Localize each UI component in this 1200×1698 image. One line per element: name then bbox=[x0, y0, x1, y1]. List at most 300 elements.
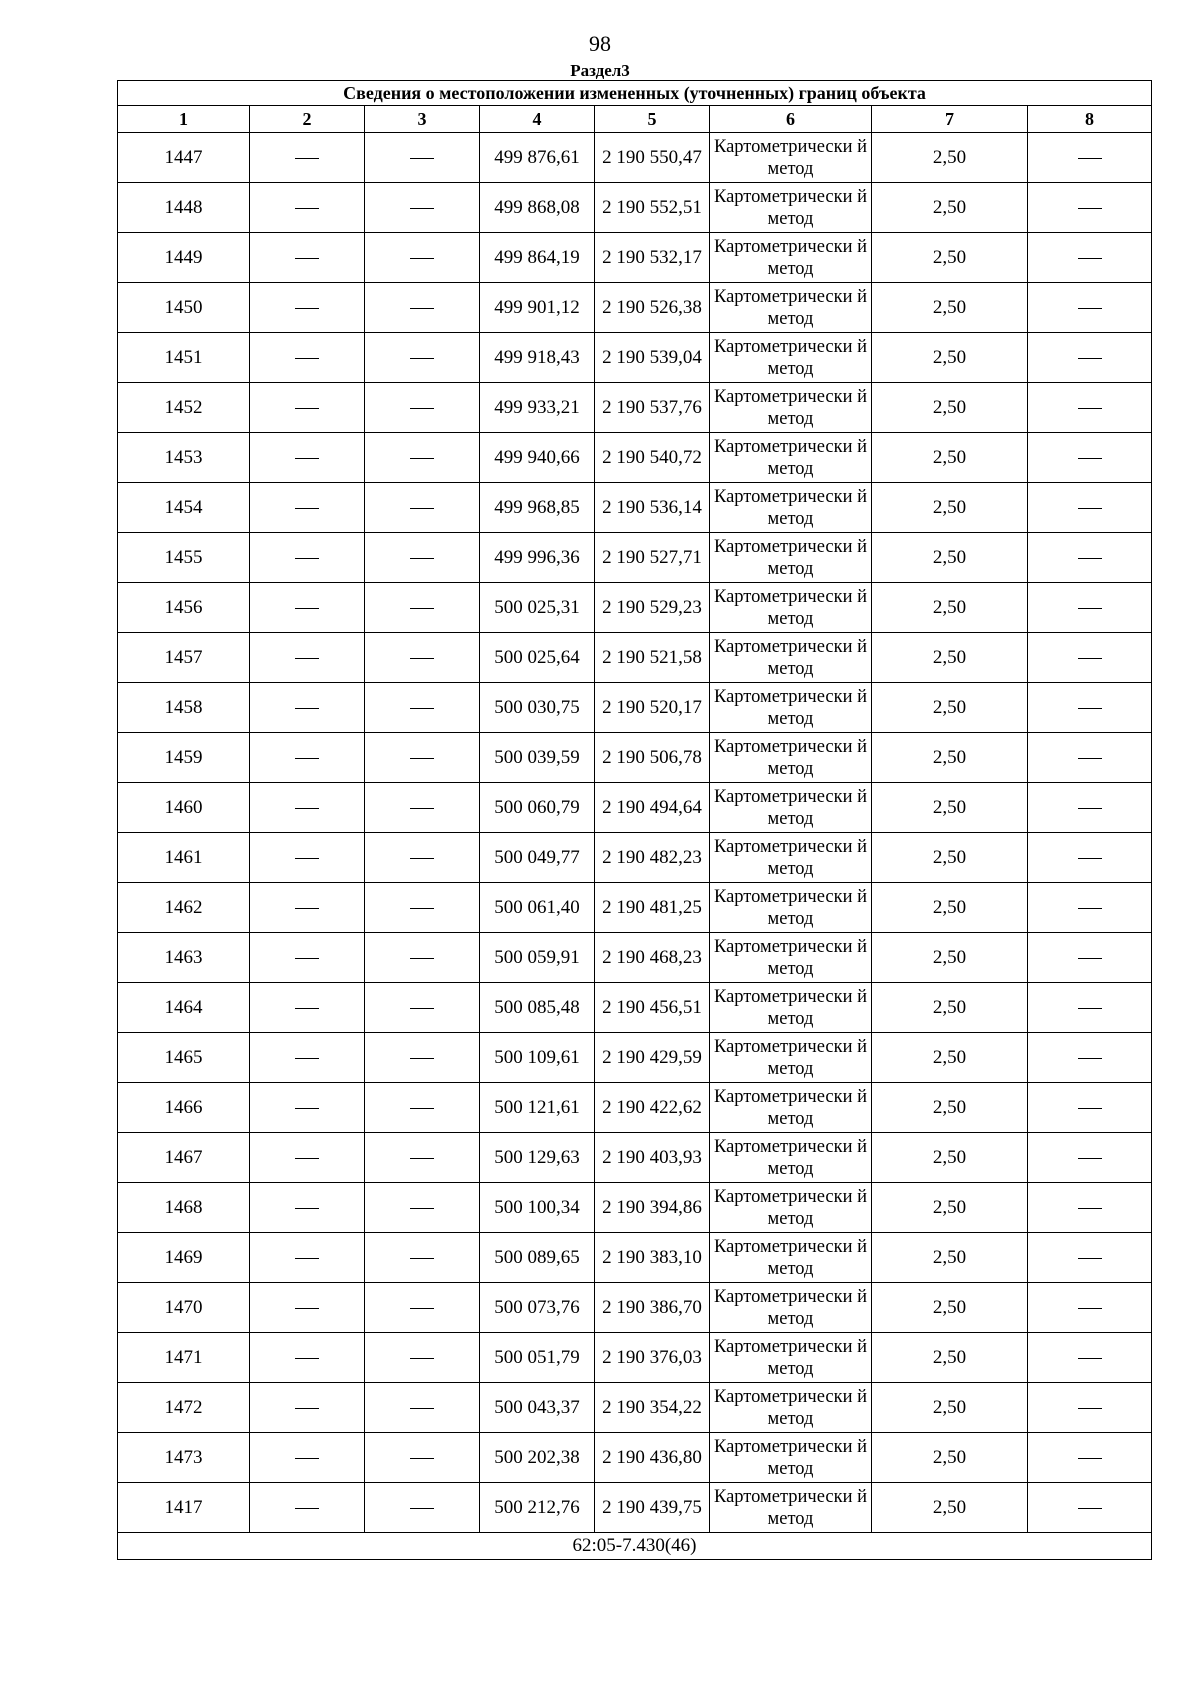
point-number-cell: 1469 bbox=[118, 1233, 250, 1283]
method-cell: Картометрически й метод bbox=[710, 683, 872, 733]
accuracy-cell: 2,50 bbox=[872, 1033, 1028, 1083]
dash-mark bbox=[1078, 1308, 1102, 1309]
dash-mark bbox=[1078, 708, 1102, 709]
empty-dash-cell bbox=[365, 1233, 480, 1283]
method-cell: Картометрически й метод bbox=[710, 883, 872, 933]
point-number-cell: 1461 bbox=[118, 833, 250, 883]
column-header: 6 bbox=[710, 106, 872, 133]
x-coordinate-cell: 500 073,76 bbox=[480, 1283, 595, 1333]
empty-dash-cell bbox=[365, 1383, 480, 1433]
table-row bbox=[118, 733, 1152, 783]
point-number-cell: 1457 bbox=[118, 633, 250, 683]
empty-dash-cell bbox=[365, 233, 480, 283]
dash-mark bbox=[410, 258, 434, 259]
table-row bbox=[118, 283, 1152, 333]
empty-dash-cell bbox=[1028, 533, 1152, 583]
table-row bbox=[118, 1383, 1152, 1433]
point-number-cell: 1451 bbox=[118, 333, 250, 383]
method-cell: Картометрически й метод bbox=[710, 1433, 872, 1483]
dash-mark bbox=[1078, 158, 1102, 159]
x-coordinate-cell: 499 864,19 bbox=[480, 233, 595, 283]
empty-dash-cell bbox=[250, 133, 365, 183]
point-number-cell: 1453 bbox=[118, 433, 250, 483]
dash-mark bbox=[410, 958, 434, 959]
column-header: 1 bbox=[118, 106, 250, 133]
empty-dash-cell bbox=[365, 1083, 480, 1133]
dash-mark bbox=[410, 658, 434, 659]
x-coordinate-cell: 500 059,91 bbox=[480, 933, 595, 983]
table-row bbox=[118, 833, 1152, 883]
dash-mark bbox=[410, 558, 434, 559]
empty-dash-cell bbox=[1028, 1033, 1152, 1083]
y-coordinate-cell: 2 190 520,17 bbox=[595, 683, 710, 733]
dash-mark bbox=[410, 808, 434, 809]
dash-mark bbox=[410, 1308, 434, 1309]
method-cell: Картометрически й метод bbox=[710, 533, 872, 583]
table-row bbox=[118, 483, 1152, 533]
table-row bbox=[118, 333, 1152, 383]
empty-dash-cell bbox=[1028, 1383, 1152, 1433]
y-coordinate-cell: 2 190 394,86 bbox=[595, 1183, 710, 1233]
dash-mark bbox=[1078, 1458, 1102, 1459]
y-coordinate-cell: 2 190 376,03 bbox=[595, 1333, 710, 1383]
accuracy-cell: 2,50 bbox=[872, 1233, 1028, 1283]
method-cell: Картометрически й метод bbox=[710, 183, 872, 233]
y-coordinate-cell: 2 190 482,23 bbox=[595, 833, 710, 883]
table-row bbox=[118, 933, 1152, 983]
method-cell: Картометрически й метод bbox=[710, 583, 872, 633]
dash-mark bbox=[1078, 1258, 1102, 1259]
empty-dash-cell bbox=[365, 833, 480, 883]
empty-dash-cell bbox=[250, 1383, 365, 1433]
table-row bbox=[118, 233, 1152, 283]
dash-mark bbox=[410, 1258, 434, 1259]
table-row bbox=[118, 183, 1152, 233]
empty-dash-cell bbox=[250, 433, 365, 483]
empty-dash-cell bbox=[365, 533, 480, 583]
x-coordinate-cell: 499 940,66 bbox=[480, 433, 595, 483]
accuracy-cell: 2,50 bbox=[872, 1083, 1028, 1133]
point-number-cell: 1471 bbox=[118, 1333, 250, 1383]
y-coordinate-cell: 2 190 354,22 bbox=[595, 1383, 710, 1433]
dash-mark bbox=[295, 1508, 319, 1509]
x-coordinate-cell: 500 109,61 bbox=[480, 1033, 595, 1083]
dash-mark bbox=[295, 958, 319, 959]
empty-dash-cell bbox=[1028, 1083, 1152, 1133]
empty-dash-cell bbox=[365, 1433, 480, 1483]
dash-mark bbox=[410, 1508, 434, 1509]
dash-mark bbox=[295, 458, 319, 459]
dash-mark bbox=[295, 908, 319, 909]
point-number-cell: 1454 bbox=[118, 483, 250, 533]
method-cell: Картометрически й метод bbox=[710, 233, 872, 283]
table-row bbox=[118, 1433, 1152, 1483]
x-coordinate-cell: 500 089,65 bbox=[480, 1233, 595, 1283]
dash-mark bbox=[295, 158, 319, 159]
empty-dash-cell bbox=[365, 1133, 480, 1183]
empty-dash-cell bbox=[250, 383, 365, 433]
method-cell: Картометрически й метод bbox=[710, 1383, 872, 1433]
dash-mark bbox=[1078, 1008, 1102, 1009]
empty-dash-cell bbox=[1028, 1233, 1152, 1283]
y-coordinate-cell: 2 190 537,76 bbox=[595, 383, 710, 433]
dash-mark bbox=[295, 508, 319, 509]
empty-dash-cell bbox=[365, 783, 480, 833]
empty-dash-cell bbox=[1028, 583, 1152, 633]
accuracy-cell: 2,50 bbox=[872, 483, 1028, 533]
accuracy-cell: 2,50 bbox=[872, 1333, 1028, 1383]
method-cell: Картометрически й метод bbox=[710, 983, 872, 1033]
empty-dash-cell bbox=[365, 133, 480, 183]
empty-dash-cell bbox=[365, 1183, 480, 1233]
dash-mark bbox=[1078, 1508, 1102, 1509]
method-cell: Картометрически й метод bbox=[710, 1283, 872, 1333]
empty-dash-cell bbox=[1028, 1483, 1152, 1533]
dash-mark bbox=[410, 158, 434, 159]
empty-dash-cell bbox=[365, 983, 480, 1033]
empty-dash-cell bbox=[365, 183, 480, 233]
x-coordinate-cell: 500 085,48 bbox=[480, 983, 595, 1033]
dash-mark bbox=[410, 708, 434, 709]
empty-dash-cell bbox=[250, 1133, 365, 1183]
empty-dash-cell bbox=[250, 1333, 365, 1383]
x-coordinate-cell: 500 100,34 bbox=[480, 1183, 595, 1233]
dash-mark bbox=[295, 608, 319, 609]
dash-mark bbox=[1078, 208, 1102, 209]
dash-mark bbox=[410, 308, 434, 309]
dash-mark bbox=[1078, 358, 1102, 359]
y-coordinate-cell: 2 190 552,51 bbox=[595, 183, 710, 233]
dash-mark bbox=[410, 858, 434, 859]
x-coordinate-cell: 499 996,36 bbox=[480, 533, 595, 583]
y-coordinate-cell: 2 190 494,64 bbox=[595, 783, 710, 833]
empty-dash-cell bbox=[1028, 733, 1152, 783]
empty-dash-cell bbox=[250, 1033, 365, 1083]
y-coordinate-cell: 2 190 429,59 bbox=[595, 1033, 710, 1083]
method-cell: Картометрически й метод bbox=[710, 933, 872, 983]
dash-mark bbox=[410, 908, 434, 909]
y-coordinate-cell: 2 190 481,25 bbox=[595, 883, 710, 933]
accuracy-cell: 2,50 bbox=[872, 783, 1028, 833]
accuracy-cell: 2,50 bbox=[872, 233, 1028, 283]
empty-dash-cell bbox=[365, 633, 480, 683]
empty-dash-cell bbox=[1028, 1333, 1152, 1383]
empty-dash-cell bbox=[250, 1433, 365, 1483]
dash-mark bbox=[1078, 808, 1102, 809]
empty-dash-cell bbox=[1028, 983, 1152, 1033]
y-coordinate-cell: 2 190 506,78 bbox=[595, 733, 710, 783]
dash-mark bbox=[1078, 958, 1102, 959]
section-title: Раздел3 bbox=[570, 61, 630, 80]
table-row bbox=[118, 433, 1152, 483]
empty-dash-cell bbox=[365, 583, 480, 633]
table-row bbox=[118, 883, 1152, 933]
dash-mark bbox=[1078, 758, 1102, 759]
empty-dash-cell bbox=[1028, 1183, 1152, 1233]
point-number-cell: 1472 bbox=[118, 1383, 250, 1433]
x-coordinate-cell: 500 212,76 bbox=[480, 1483, 595, 1533]
empty-dash-cell bbox=[250, 983, 365, 1033]
accuracy-cell: 2,50 bbox=[872, 283, 1028, 333]
table-row bbox=[118, 1333, 1152, 1383]
empty-dash-cell bbox=[1028, 483, 1152, 533]
x-coordinate-cell: 500 061,40 bbox=[480, 883, 595, 933]
method-cell: Картометрически й метод bbox=[710, 333, 872, 383]
empty-dash-cell bbox=[250, 833, 365, 883]
dash-mark bbox=[1078, 408, 1102, 409]
accuracy-cell: 2,50 bbox=[872, 883, 1028, 933]
column-header: 2 bbox=[250, 106, 365, 133]
method-cell: Картометрически й метод bbox=[710, 633, 872, 683]
y-coordinate-cell: 2 190 422,62 bbox=[595, 1083, 710, 1133]
dash-mark bbox=[410, 508, 434, 509]
dash-mark bbox=[1078, 1108, 1102, 1109]
x-coordinate-cell: 499 876,61 bbox=[480, 133, 595, 183]
empty-dash-cell bbox=[250, 733, 365, 783]
accuracy-cell: 2,50 bbox=[872, 1383, 1028, 1433]
point-number-cell: 1458 bbox=[118, 683, 250, 733]
method-cell: Картометрически й метод bbox=[710, 1133, 872, 1183]
empty-dash-cell bbox=[250, 683, 365, 733]
table-header-row bbox=[118, 106, 1152, 133]
point-number-cell: 1417 bbox=[118, 1483, 250, 1533]
empty-dash-cell bbox=[1028, 1133, 1152, 1183]
empty-dash-cell bbox=[365, 1283, 480, 1333]
empty-dash-cell bbox=[1028, 383, 1152, 433]
empty-dash-cell bbox=[1028, 183, 1152, 233]
empty-dash-cell bbox=[1028, 883, 1152, 933]
table-row bbox=[118, 983, 1152, 1033]
method-cell: Картометрически й метод bbox=[710, 433, 872, 483]
x-coordinate-cell: 499 901,12 bbox=[480, 283, 595, 333]
point-number-cell: 1456 bbox=[118, 583, 250, 633]
empty-dash-cell bbox=[365, 883, 480, 933]
method-cell: Картометрически й метод bbox=[710, 833, 872, 883]
method-cell: Картометрически й метод bbox=[710, 283, 872, 333]
method-cell: Картометрически й метод bbox=[710, 383, 872, 433]
dash-mark bbox=[410, 1358, 434, 1359]
x-coordinate-cell: 500 060,79 bbox=[480, 783, 595, 833]
accuracy-cell: 2,50 bbox=[872, 933, 1028, 983]
empty-dash-cell bbox=[1028, 1433, 1152, 1483]
y-coordinate-cell: 2 190 539,04 bbox=[595, 333, 710, 383]
dash-mark bbox=[410, 1408, 434, 1409]
accuracy-cell: 2,50 bbox=[872, 1133, 1028, 1183]
method-cell: Картометрически й метод bbox=[710, 1033, 872, 1083]
x-coordinate-cell: 500 039,59 bbox=[480, 733, 595, 783]
point-number-cell: 1459 bbox=[118, 733, 250, 783]
empty-dash-cell bbox=[1028, 633, 1152, 683]
dash-mark bbox=[295, 1208, 319, 1209]
accuracy-cell: 2,50 bbox=[872, 983, 1028, 1033]
dash-mark bbox=[295, 658, 319, 659]
y-coordinate-cell: 2 190 526,38 bbox=[595, 283, 710, 333]
method-cell: Картометрически й метод bbox=[710, 1233, 872, 1283]
y-coordinate-cell: 2 190 527,71 bbox=[595, 533, 710, 583]
method-cell: Картометрически й метод bbox=[710, 733, 872, 783]
x-coordinate-cell: 500 025,64 bbox=[480, 633, 595, 683]
x-coordinate-cell: 500 051,79 bbox=[480, 1333, 595, 1383]
empty-dash-cell bbox=[250, 1233, 365, 1283]
empty-dash-cell bbox=[365, 1483, 480, 1533]
empty-dash-cell bbox=[365, 333, 480, 383]
method-cell: Картометрически й метод bbox=[710, 783, 872, 833]
dash-mark bbox=[295, 1358, 319, 1359]
dash-mark bbox=[295, 1258, 319, 1259]
dash-mark bbox=[295, 258, 319, 259]
empty-dash-cell bbox=[250, 333, 365, 383]
x-coordinate-cell: 500 129,63 bbox=[480, 1133, 595, 1183]
column-header: 7 bbox=[872, 106, 1028, 133]
dash-mark bbox=[1078, 308, 1102, 309]
dash-mark bbox=[295, 408, 319, 409]
dash-mark bbox=[1078, 258, 1102, 259]
boundary-table bbox=[117, 80, 1152, 1560]
point-number-cell: 1463 bbox=[118, 933, 250, 983]
empty-dash-cell bbox=[1028, 683, 1152, 733]
point-number-cell: 1465 bbox=[118, 1033, 250, 1083]
empty-dash-cell bbox=[1028, 233, 1152, 283]
point-number-cell: 1462 bbox=[118, 883, 250, 933]
dash-mark bbox=[1078, 1408, 1102, 1409]
accuracy-cell: 2,50 bbox=[872, 383, 1028, 433]
point-number-cell: 1447 bbox=[118, 133, 250, 183]
empty-dash-cell bbox=[1028, 333, 1152, 383]
dash-mark bbox=[410, 358, 434, 359]
table-row bbox=[118, 1233, 1152, 1283]
method-cell: Картометрически й метод bbox=[710, 133, 872, 183]
x-coordinate-cell: 500 049,77 bbox=[480, 833, 595, 883]
accuracy-cell: 2,50 bbox=[872, 133, 1028, 183]
point-number-cell: 1460 bbox=[118, 783, 250, 833]
table-row bbox=[118, 583, 1152, 633]
dash-mark bbox=[295, 1458, 319, 1459]
dash-mark bbox=[1078, 608, 1102, 609]
table-row bbox=[118, 1033, 1152, 1083]
empty-dash-cell bbox=[365, 683, 480, 733]
accuracy-cell: 2,50 bbox=[872, 1283, 1028, 1333]
empty-dash-cell bbox=[365, 283, 480, 333]
x-coordinate-cell: 500 043,37 bbox=[480, 1383, 595, 1433]
cadastral-reference: 62:05-7.430(46) bbox=[118, 1533, 1152, 1560]
empty-dash-cell bbox=[250, 583, 365, 633]
empty-dash-cell bbox=[250, 933, 365, 983]
point-number-cell: 1449 bbox=[118, 233, 250, 283]
point-number-cell: 1450 bbox=[118, 283, 250, 333]
accuracy-cell: 2,50 bbox=[872, 633, 1028, 683]
method-cell: Картометрически й метод bbox=[710, 483, 872, 533]
dash-mark bbox=[295, 358, 319, 359]
accuracy-cell: 2,50 bbox=[872, 733, 1028, 783]
dash-mark bbox=[410, 208, 434, 209]
table-row bbox=[118, 683, 1152, 733]
y-coordinate-cell: 2 190 383,10 bbox=[595, 1233, 710, 1283]
dash-mark bbox=[295, 1108, 319, 1109]
dash-mark bbox=[410, 608, 434, 609]
x-coordinate-cell: 500 121,61 bbox=[480, 1083, 595, 1133]
x-coordinate-cell: 499 933,21 bbox=[480, 383, 595, 433]
dash-mark bbox=[410, 1208, 434, 1209]
dash-mark bbox=[1078, 1058, 1102, 1059]
empty-dash-cell bbox=[1028, 433, 1152, 483]
dash-mark bbox=[1078, 908, 1102, 909]
empty-dash-cell bbox=[250, 633, 365, 683]
empty-dash-cell bbox=[250, 533, 365, 583]
dash-mark bbox=[295, 758, 319, 759]
point-number-cell: 1448 bbox=[118, 183, 250, 233]
dash-mark bbox=[1078, 858, 1102, 859]
y-coordinate-cell: 2 190 521,58 bbox=[595, 633, 710, 683]
point-number-cell: 1467 bbox=[118, 1133, 250, 1183]
dash-mark bbox=[295, 1308, 319, 1309]
table-caption: Сведения о местоположении измененных (уточненных) границ объекта bbox=[118, 81, 1152, 106]
table-row bbox=[118, 1133, 1152, 1183]
dash-mark bbox=[1078, 1358, 1102, 1359]
dash-mark bbox=[1078, 1158, 1102, 1159]
dash-mark bbox=[410, 408, 434, 409]
dash-mark bbox=[1078, 1208, 1102, 1209]
x-coordinate-cell: 499 918,43 bbox=[480, 333, 595, 383]
dash-mark bbox=[1078, 508, 1102, 509]
method-cell: Картометрически й метод bbox=[710, 1083, 872, 1133]
dash-mark bbox=[1078, 458, 1102, 459]
y-coordinate-cell: 2 190 456,51 bbox=[595, 983, 710, 1033]
empty-dash-cell bbox=[1028, 283, 1152, 333]
dash-mark bbox=[410, 1008, 434, 1009]
empty-dash-cell bbox=[250, 783, 365, 833]
point-number-cell: 1470 bbox=[118, 1283, 250, 1333]
x-coordinate-cell: 500 030,75 bbox=[480, 683, 595, 733]
dash-mark bbox=[410, 458, 434, 459]
y-coordinate-cell: 2 190 439,75 bbox=[595, 1483, 710, 1533]
column-header: 4 bbox=[480, 106, 595, 133]
table-row bbox=[118, 133, 1152, 183]
empty-dash-cell bbox=[250, 483, 365, 533]
dash-mark bbox=[295, 1008, 319, 1009]
empty-dash-cell bbox=[365, 1333, 480, 1383]
accuracy-cell: 2,50 bbox=[872, 833, 1028, 883]
empty-dash-cell bbox=[250, 233, 365, 283]
dash-mark bbox=[295, 1408, 319, 1409]
empty-dash-cell bbox=[250, 283, 365, 333]
empty-dash-cell bbox=[365, 483, 480, 533]
x-coordinate-cell: 499 868,08 bbox=[480, 183, 595, 233]
table-row bbox=[118, 383, 1152, 433]
point-number-cell: 1466 bbox=[118, 1083, 250, 1133]
y-coordinate-cell: 2 190 403,93 bbox=[595, 1133, 710, 1183]
dash-mark bbox=[1078, 658, 1102, 659]
empty-dash-cell bbox=[365, 433, 480, 483]
accuracy-cell: 2,50 bbox=[872, 533, 1028, 583]
table-row bbox=[118, 1483, 1152, 1533]
empty-dash-cell bbox=[250, 883, 365, 933]
dash-mark bbox=[295, 1058, 319, 1059]
y-coordinate-cell: 2 190 532,17 bbox=[595, 233, 710, 283]
dash-mark bbox=[295, 808, 319, 809]
point-number-cell: 1452 bbox=[118, 383, 250, 433]
page-number: 98 bbox=[589, 31, 611, 56]
dash-mark bbox=[410, 1108, 434, 1109]
empty-dash-cell bbox=[365, 733, 480, 783]
dash-mark bbox=[410, 1158, 434, 1159]
accuracy-cell: 2,50 bbox=[872, 1483, 1028, 1533]
y-coordinate-cell: 2 190 540,72 bbox=[595, 433, 710, 483]
dash-mark bbox=[295, 308, 319, 309]
table-footer-row bbox=[118, 1533, 1152, 1560]
accuracy-cell: 2,50 bbox=[872, 683, 1028, 733]
column-header: 8 bbox=[1028, 106, 1152, 133]
method-cell: Картометрически й метод bbox=[710, 1183, 872, 1233]
